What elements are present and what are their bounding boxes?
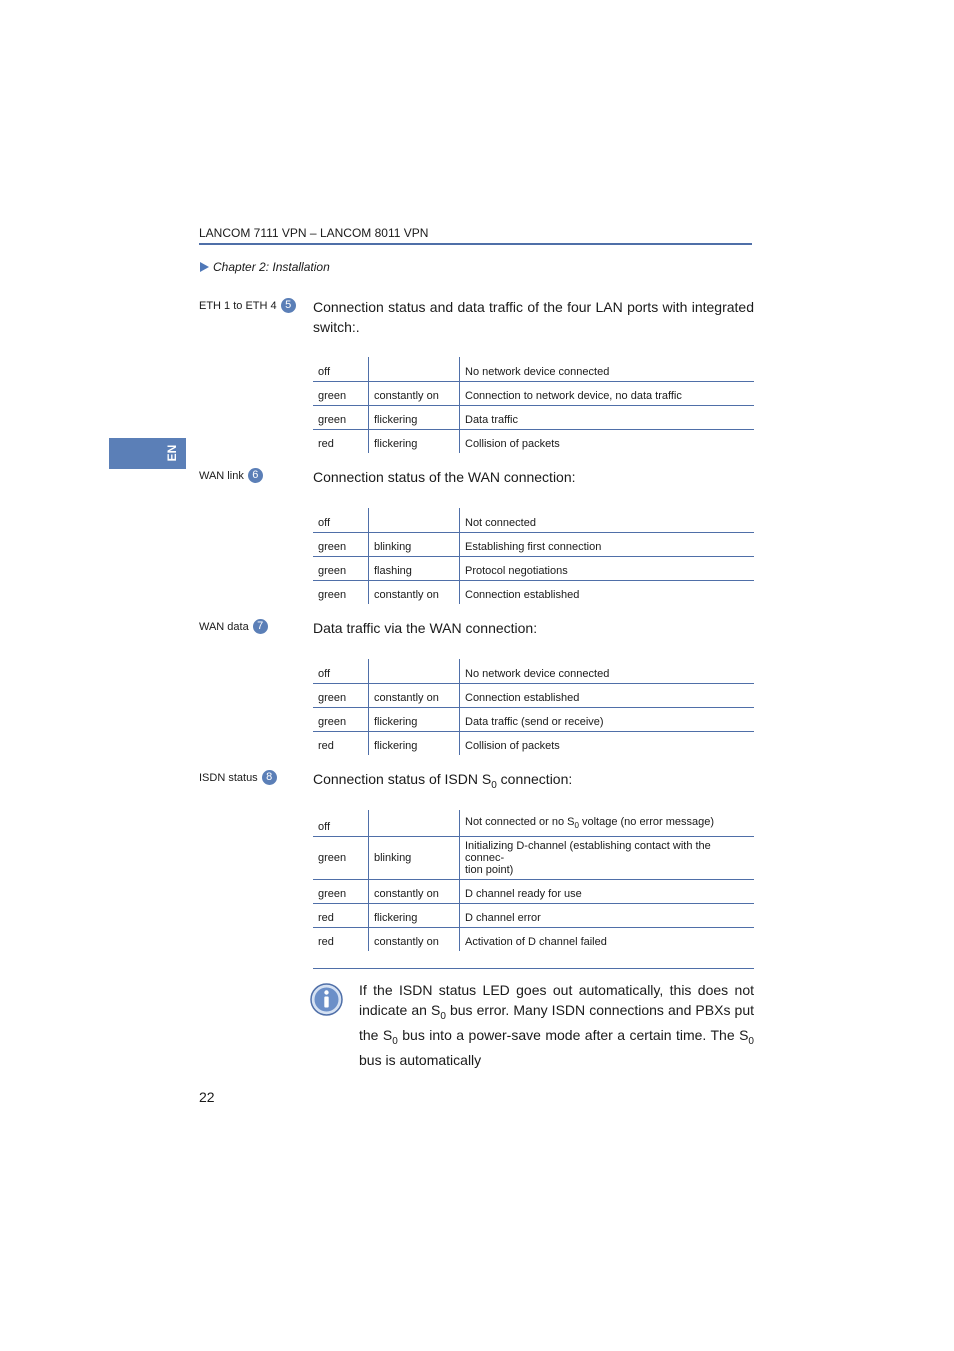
wan-data-intro: Data traffic via the WAN connection: xyxy=(313,620,538,636)
wan-data-label-text: WAN data xyxy=(199,620,249,633)
meaning-text: voltage (no error message) xyxy=(578,816,715,829)
note-subscript: 0 xyxy=(440,1010,446,1022)
chapter-label: Chapter 2: Installation xyxy=(213,260,330,274)
triangle-right-icon xyxy=(200,262,209,272)
wan-link-label-text: WAN link xyxy=(199,469,244,482)
eth-led-table xyxy=(313,357,754,453)
led-meaning: Not connected xyxy=(460,508,755,532)
led-meaning: Data traffic xyxy=(460,405,755,429)
header-rule xyxy=(199,243,752,245)
led-state xyxy=(369,810,460,836)
language-tab-label: EN xyxy=(165,444,179,462)
led-meaning: No network device connected xyxy=(460,659,755,683)
number-8-icon: 8 xyxy=(262,770,277,785)
note-subscript: 0 xyxy=(748,1035,754,1047)
led-color: red xyxy=(313,903,369,927)
led-meaning: Collision of packets xyxy=(465,438,560,450)
led-meaning xyxy=(460,836,755,879)
table-row xyxy=(313,381,754,405)
note-segment: bus is automatically xyxy=(359,1052,482,1069)
table-row xyxy=(313,927,754,951)
intro-text: Connection status of ISDN S xyxy=(313,771,492,787)
led-color: red xyxy=(318,438,334,450)
led-state: flashing xyxy=(369,556,460,580)
led-state: constantly on xyxy=(369,927,460,951)
number-7-icon: 7 xyxy=(253,619,268,634)
meaning-text: Not connected or no S xyxy=(465,816,575,829)
table-row xyxy=(313,357,754,381)
language-tab xyxy=(109,438,186,469)
led-state xyxy=(369,659,460,683)
led-meaning: D channel error xyxy=(460,903,755,927)
led-meaning: Connection established xyxy=(460,683,755,707)
table-row xyxy=(313,879,754,903)
led-color: green xyxy=(313,556,369,580)
led-state: flickering xyxy=(369,903,460,927)
wan-link-led-table xyxy=(313,508,754,604)
page-number: 22 xyxy=(199,1089,215,1105)
led-state: blinking xyxy=(369,836,460,879)
table-row xyxy=(313,731,754,755)
note-subscript: 0 xyxy=(392,1035,398,1047)
led-color: off xyxy=(313,659,369,683)
led-meaning: Activation of D channel failed xyxy=(465,936,607,948)
table-row xyxy=(313,659,754,683)
led-color: green xyxy=(313,381,369,405)
meaning-subscript: 0 xyxy=(574,821,579,831)
table-row xyxy=(313,903,754,927)
meaning-text: Initializing D-channel (establishing contact with the connec- xyxy=(465,839,711,864)
intro-subscript: 0 xyxy=(491,779,497,791)
isdn-status-intro xyxy=(313,769,754,796)
led-color: off xyxy=(313,508,369,532)
isdn-status-label-text: ISDN status xyxy=(199,771,258,784)
note-text xyxy=(359,981,754,1071)
table-row xyxy=(313,707,754,731)
led-state: flickering xyxy=(369,429,460,453)
table-row xyxy=(313,405,754,429)
led-state: constantly on xyxy=(369,683,460,707)
led-color: green xyxy=(313,707,369,731)
isdn-status-label xyxy=(199,770,277,785)
led-state: flickering xyxy=(369,731,460,755)
isdn-status-led-table xyxy=(313,810,754,951)
led-color: green xyxy=(313,405,369,429)
led-color: off xyxy=(313,810,369,836)
eth-intro: Connection status and data traffic of the four LAN ports with integrated switch:. xyxy=(313,299,754,335)
running-header-title: LANCOM 7111 VPN – LANCOM 8011 VPN xyxy=(199,226,429,240)
led-color: green xyxy=(313,836,369,879)
led-meaning: Data traffic (send or receive) xyxy=(460,707,755,731)
note-segment: If the ISDN status LED goes out automatically, this does not indicate an S xyxy=(359,982,754,1018)
table-row xyxy=(313,508,754,532)
intro-text: connection: xyxy=(496,771,573,787)
note-segment: bus into a power-save mode after a certain time. The S xyxy=(397,1026,749,1043)
led-meaning: Protocol negotiations xyxy=(460,556,755,580)
led-meaning: No network device connected xyxy=(460,357,755,381)
led-meaning: D channel ready for use xyxy=(460,879,755,903)
wan-link-label xyxy=(199,468,263,483)
led-state: constantly on xyxy=(369,879,460,903)
led-color: green xyxy=(318,589,347,601)
table-row xyxy=(313,556,754,580)
table-row xyxy=(313,532,754,556)
table-row xyxy=(313,836,754,879)
led-state: flickering xyxy=(369,405,460,429)
wan-data-led-table xyxy=(313,659,754,755)
table-row xyxy=(313,429,754,453)
table-row xyxy=(313,580,754,604)
chapter-breadcrumb[interactable] xyxy=(200,260,330,274)
led-state: blinking xyxy=(369,532,460,556)
led-color: red xyxy=(318,936,334,948)
led-color: green xyxy=(313,879,369,903)
note-rule xyxy=(313,968,754,969)
wan-link-intro: Connection status of the WAN connection: xyxy=(313,469,576,485)
led-state: constantly on xyxy=(369,381,460,405)
number-6-icon: 6 xyxy=(248,468,263,483)
led-color: off xyxy=(313,357,369,381)
table-row xyxy=(313,810,754,836)
led-meaning: Connection established xyxy=(465,589,580,601)
eth-label xyxy=(199,298,296,313)
led-meaning: Collision of packets xyxy=(465,740,560,752)
number-5-icon: 5 xyxy=(281,298,296,313)
info-icon xyxy=(310,983,343,1016)
wan-data-label xyxy=(199,619,268,634)
note-segment: bus error. Many ISDN connections and PBXs put the S xyxy=(359,1001,754,1043)
led-state: constantly on xyxy=(369,580,460,604)
meaning-text: tion point) xyxy=(465,863,514,876)
led-meaning: Connection to network device, no data traffic xyxy=(460,381,755,405)
led-state: flickering xyxy=(369,707,460,731)
led-state xyxy=(369,508,460,532)
eth-label-text: ETH 1 to ETH 4 xyxy=(199,299,277,312)
led-color: red xyxy=(318,740,334,752)
led-state xyxy=(369,357,460,381)
table-row xyxy=(313,683,754,707)
led-meaning: Establishing first connection xyxy=(460,532,755,556)
led-meaning xyxy=(460,810,755,836)
led-color: green xyxy=(313,683,369,707)
led-color: green xyxy=(313,532,369,556)
